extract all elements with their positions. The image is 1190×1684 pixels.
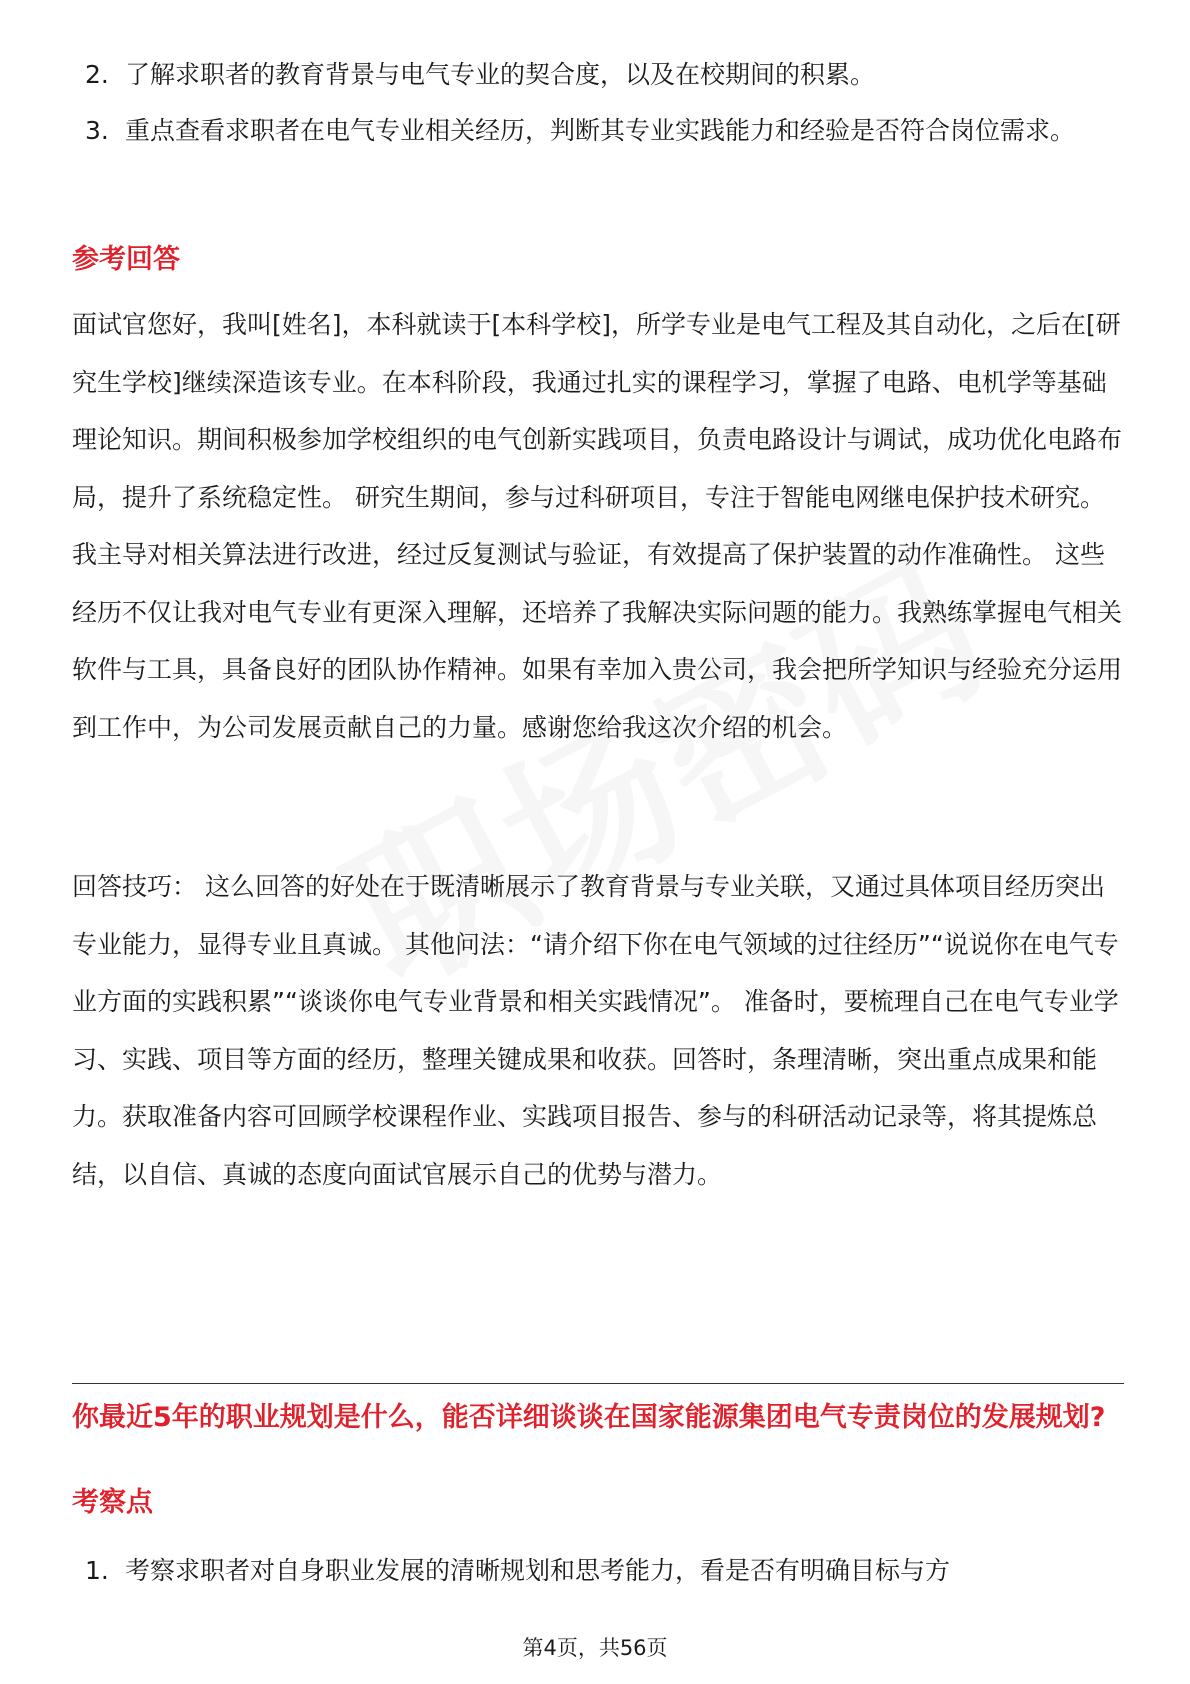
focus-points-heading: 考察点	[72, 1487, 153, 1518]
list-text: 了解求职者的教育背景与电气专业的契合度，以及在校期间的积累。	[125, 60, 876, 89]
focus-list-item-3	[85, 103, 1115, 159]
list-text: 考察求职者对自身职业发展的清晰规划和思考能力，看是否有明确目标与方	[125, 1556, 951, 1585]
reference-answer-heading: 参考回答	[72, 244, 180, 275]
list-number: 3.	[85, 116, 109, 145]
list-text: 重点查看求职者在电气专业相关经历，判断其专业实践能力和经验是否符合岗位需求。	[125, 116, 1076, 145]
list-number: 2.	[85, 60, 109, 89]
section-divider	[72, 1383, 1124, 1384]
focus-list-item-1	[85, 1543, 1115, 1599]
reference-answer-body: 面试官您好，我叫[姓名]，本科就读于[本科学校]，所学专业是电气工程及其自动化，之后在[研究生学校]继续深造该专业。在本科阶段，我通过扎实的课程学习，掌握了电路、电机学等基础理论知识。期间积极参加学校组织的电气创新实践项目，负责电路设计与调试，成功优化电路布局，提升了系统稳定性。 研究生期间，参与过科研项目，专注于智能电网继电保护技术研究。我主导对相关算法进行改进，经过反复测试与验证，有效提高了保护装置的动作准确性。 这些经历不仅让我对电气专业有更深入理解，还培养了我解决实际问题的能力。我熟练掌握电气相关软件与工具，具备良好的团队协作精神。如果有幸加入贵公司，我会把所学知识与经验充分运用到工作中，为公司发展贡献自己的力量。感谢您给我这次介绍的机会。	[72, 310, 1123, 742]
focus-list-item-2	[85, 47, 1115, 103]
list-number: 1.	[85, 1556, 109, 1585]
question-title: 你最近5年的职业规划是什么，能否详细谈谈在国家能源集团电气专责岗位的发展规划?	[72, 1402, 1106, 1433]
answer-tips-body: 回答技巧： 这么回答的好处在于既清晰展示了教育背景与专业关联，又通过具体项目经历突出专业能力，显得专业且真诚。 其他问法：“请介绍下你在电气领域的过往经历”“说说你在电气专业方面的实践积累”“谈谈你电气专业背景和相关实践情况”。 准备时，要梳理自己在电气专业学习、实践、项目等方面的经历，整理关键成果和收获。回答时，条理清晰，突出重点成果和能力。获取准备内容可回顾学校课程作业、实践项目报告、参与的科研活动记录等，将其提炼总结，以自信、真诚的态度向面试官展示自己的优势与潜力。	[72, 872, 1119, 1189]
page-number: 第4页，共56页	[522, 1636, 668, 1660]
